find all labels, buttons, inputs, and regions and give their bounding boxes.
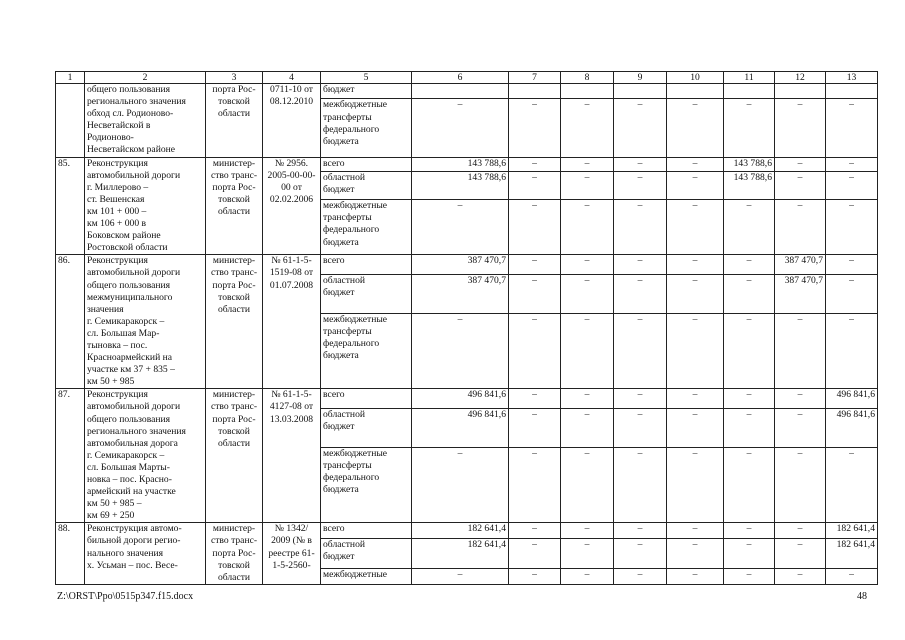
text-line: товской	[218, 425, 250, 437]
amount-cell	[561, 84, 614, 99]
amount-cell: –	[509, 313, 561, 389]
text-line: № 2956.	[274, 157, 309, 169]
amount-cell	[775, 84, 826, 99]
amount-cell: –	[667, 313, 724, 389]
text-line: общего пользования	[87, 84, 171, 95]
amount-cell: –	[561, 275, 614, 314]
amount-cell: –	[614, 99, 667, 157]
amount-cell: –	[509, 523, 561, 539]
table-row	[56, 255, 878, 275]
amount-cell: 143 788,6	[412, 157, 509, 172]
document-ref	[263, 389, 321, 523]
text-line: порта Рос-	[212, 84, 256, 95]
text-line: ство транс-	[210, 535, 258, 547]
text-line: х. Усьман – пос. Весе-	[87, 559, 178, 571]
amount-cell: –	[561, 99, 614, 157]
amount-cell: –	[667, 389, 724, 409]
funding-source	[321, 84, 412, 99]
text-line: № 61-1-5-	[271, 255, 312, 267]
text-line: трансферты	[323, 459, 372, 471]
text-line: автомобильной дороги	[87, 169, 181, 181]
column-header: 5	[321, 72, 412, 84]
amount-cell: –	[561, 172, 614, 200]
text-line: федерального	[323, 472, 380, 484]
funding-source	[321, 539, 412, 569]
amount-cell: –	[826, 200, 878, 255]
text-line: значения	[87, 303, 124, 315]
text-line: межбюджетные	[323, 99, 388, 111]
text-line: ство транс-	[210, 267, 258, 279]
object-name	[85, 84, 206, 158]
text-line: участке км 37 + 835 –	[87, 364, 175, 376]
text-line: товской	[218, 291, 250, 303]
amount-cell: –	[667, 569, 724, 585]
amount-cell: –	[509, 157, 561, 172]
amount-cell: –	[509, 99, 561, 157]
text-line: 08.12.2010	[269, 96, 314, 108]
text-line: новка – пос. Красно-	[87, 474, 172, 485]
amount-cell: 496 841,6	[412, 409, 509, 448]
text-line: бюджета	[323, 135, 359, 147]
table-row	[56, 84, 878, 99]
text-line: Родионово-	[87, 132, 134, 144]
text-line: реестре 61-	[268, 547, 315, 559]
amount-cell: –	[614, 157, 667, 172]
amount-cell: –	[775, 409, 826, 448]
text-line: области	[217, 303, 251, 315]
amount-cell: 387 470,7	[412, 275, 509, 314]
amount-cell: 496 841,6	[826, 389, 878, 409]
text-line: товской	[218, 96, 250, 108]
text-line: бильной дороги регио-	[87, 535, 181, 547]
text-line: км 50 + 985	[87, 376, 135, 388]
amount-cell: 182 641,4	[826, 539, 878, 569]
amount-cell: –	[826, 275, 878, 314]
text-line: межбюджетные	[323, 200, 388, 212]
amount-cell: 496 841,6	[412, 389, 509, 409]
amount-cell: –	[561, 569, 614, 585]
amount-cell: –	[509, 172, 561, 200]
amount-cell	[826, 84, 878, 99]
amount-cell: 143 788,6	[412, 172, 509, 200]
text-line: г. Миллерово –	[87, 181, 149, 193]
text-line: автомобильной дороги	[87, 267, 181, 279]
object-name	[85, 389, 206, 523]
text-line: бюджет	[323, 287, 355, 299]
amount-cell: –	[775, 389, 826, 409]
column-header: 11	[724, 72, 775, 84]
text-line: всего	[323, 255, 345, 267]
amount-cell: –	[509, 255, 561, 275]
amount-cell: –	[509, 200, 561, 255]
text-line: 00 от	[281, 181, 302, 193]
text-line: товской	[218, 193, 250, 205]
text-line: 2005-00-00-	[267, 169, 316, 181]
amount-cell: –	[724, 313, 775, 389]
object-name	[85, 255, 206, 389]
text-line: № 61-1-5-	[271, 389, 312, 401]
funding-source	[321, 172, 412, 200]
text-line: регионального значения	[87, 96, 186, 108]
amount-cell: 182 641,4	[826, 523, 878, 539]
text-line: межмуниципального	[87, 291, 173, 303]
responsible-org	[206, 255, 263, 389]
amount-cell: –	[614, 539, 667, 569]
funding-source	[321, 569, 412, 585]
amount-cell: –	[561, 389, 614, 409]
text-line: области	[217, 437, 251, 449]
text-line: г. Семикаракорск –	[87, 315, 165, 327]
column-header: 6	[412, 72, 509, 84]
amount-cell: –	[667, 157, 724, 172]
amount-cell: –	[667, 523, 724, 539]
amount-cell: –	[775, 99, 826, 157]
text-line: км 69 + 250	[87, 510, 135, 522]
object-name	[85, 523, 206, 584]
text-line: всего	[323, 157, 345, 169]
text-line: области	[217, 108, 251, 120]
text-line: нального значения	[87, 547, 164, 559]
text-line: федерального	[323, 123, 380, 135]
text-line: трансферты	[323, 325, 372, 337]
document-ref	[263, 84, 321, 158]
amount-cell: –	[724, 569, 775, 585]
amount-cell: –	[775, 569, 826, 585]
amount-cell: –	[614, 409, 667, 448]
text-line: Реконструкция	[87, 389, 148, 401]
text-line: сл. Большая Марты-	[87, 461, 170, 473]
amount-cell: –	[775, 172, 826, 200]
amount-cell: –	[667, 409, 724, 448]
amount-cell: –	[724, 255, 775, 275]
amount-cell: 182 641,4	[412, 539, 509, 569]
text-line: 0711-10 от	[270, 84, 313, 95]
text-line: сл. Большая Мар-	[87, 327, 160, 339]
text-line: армейский на участке	[87, 486, 176, 498]
amount-cell	[412, 84, 509, 99]
funding-source	[321, 275, 412, 314]
amount-cell: –	[724, 523, 775, 539]
amount-cell	[667, 84, 724, 99]
amount-cell: –	[412, 200, 509, 255]
amount-cell: 143 788,6	[724, 172, 775, 200]
amount-cell: –	[412, 569, 509, 585]
column-header: 9	[614, 72, 667, 84]
amount-cell: –	[775, 523, 826, 539]
amount-cell: –	[724, 447, 775, 523]
responsible-org	[206, 157, 263, 255]
amount-cell: –	[614, 313, 667, 389]
file-path: Z:\ORST\Ppo\0515p347.f15.docx	[57, 591, 194, 602]
text-line: порта Рос-	[212, 181, 256, 193]
funding-source	[321, 313, 412, 389]
text-line: тыновка – пос.	[87, 339, 148, 351]
amount-cell: –	[826, 99, 878, 157]
responsible-org	[206, 523, 263, 584]
text-line: Боковском районе	[87, 230, 161, 242]
column-header: 13	[826, 72, 878, 84]
text-line: км 50 + 985 –	[87, 498, 142, 510]
amount-cell: –	[561, 447, 614, 523]
amount-cell: –	[509, 389, 561, 409]
text-line: автомобильная дорога	[87, 437, 178, 449]
table-row	[56, 389, 878, 409]
text-line: области	[217, 571, 251, 583]
amount-cell: –	[667, 172, 724, 200]
text-line: межбюджетные	[323, 313, 388, 325]
text-line: 4127-08 от	[269, 401, 314, 413]
text-line: Красноармейский на	[87, 352, 172, 364]
text-line: бюджет	[323, 551, 355, 563]
text-line: всего	[323, 523, 345, 535]
row-number: 88.	[56, 523, 85, 584]
amount-cell: –	[775, 539, 826, 569]
text-line: областной	[323, 172, 366, 184]
text-line: ство транс-	[210, 169, 258, 181]
text-line: регионального значения	[87, 425, 186, 437]
amount-cell: –	[724, 275, 775, 314]
text-line: 01.07.2008	[269, 279, 314, 291]
document-ref	[263, 157, 321, 255]
text-line: 1-5-2560-	[272, 559, 311, 571]
amount-cell: 143 788,6	[724, 157, 775, 172]
text-line: областной	[323, 539, 366, 551]
text-line: 1519-08 от	[269, 267, 314, 279]
column-header: 10	[667, 72, 724, 84]
text-line: области	[217, 205, 251, 217]
table-row	[56, 523, 878, 539]
text-line: Несветайской в	[87, 120, 151, 132]
funding-source	[321, 255, 412, 275]
amount-cell: –	[667, 539, 724, 569]
amount-cell: –	[667, 255, 724, 275]
amount-cell: 182 641,4	[412, 523, 509, 539]
amount-cell: –	[561, 539, 614, 569]
amount-cell: –	[826, 313, 878, 389]
funding-source	[321, 200, 412, 255]
amount-cell: –	[724, 409, 775, 448]
responsible-org	[206, 389, 263, 523]
amount-cell: –	[509, 539, 561, 569]
row-number: 87.	[56, 389, 85, 523]
amount-cell: –	[667, 275, 724, 314]
text-line: автомобильной дороги	[87, 401, 181, 413]
amount-cell: –	[509, 275, 561, 314]
amount-cell: 387 470,7	[775, 255, 826, 275]
funding-source	[321, 389, 412, 409]
amount-cell: –	[724, 99, 775, 157]
text-line: Несветайском районе	[87, 144, 176, 156]
column-header: 8	[561, 72, 614, 84]
amount-cell: –	[614, 200, 667, 255]
column-header: 7	[509, 72, 561, 84]
text-line: общего пользования	[87, 279, 171, 291]
document-ref	[263, 255, 321, 389]
amount-cell: –	[775, 157, 826, 172]
column-header: 12	[775, 72, 826, 84]
text-line: № 1342/	[274, 523, 309, 535]
text-line: областной	[323, 409, 366, 421]
header-row	[56, 72, 878, 84]
amount-cell: –	[614, 569, 667, 585]
amount-cell: –	[561, 523, 614, 539]
text-line: 2009 (№ в	[271, 535, 312, 547]
column-header: 2	[85, 72, 206, 84]
funding-source	[321, 157, 412, 172]
funding-source	[321, 409, 412, 448]
text-line: бюджет	[323, 184, 355, 196]
amount-cell: –	[667, 447, 724, 523]
amount-cell: –	[561, 157, 614, 172]
text-line: км 101 + 000 –	[87, 205, 147, 217]
amount-cell: –	[614, 255, 667, 275]
amount-cell: –	[724, 389, 775, 409]
text-line: бюджета	[323, 350, 359, 362]
text-line: всего	[323, 389, 345, 401]
row-number: 85.	[56, 157, 85, 255]
text-line: министер-	[212, 389, 256, 401]
text-line: бюджет	[323, 84, 355, 95]
amount-cell	[724, 84, 775, 99]
funding-source	[321, 99, 412, 157]
text-line: бюджет	[323, 421, 355, 433]
amount-cell: –	[775, 313, 826, 389]
text-line: км 106 + 000 в	[87, 218, 147, 230]
text-line: ст. Вешенская	[87, 193, 145, 205]
amount-cell: –	[724, 539, 775, 569]
row-number	[56, 84, 85, 158]
text-line: общего пользования	[87, 413, 171, 425]
text-line: федерального	[323, 338, 380, 350]
amount-cell: –	[412, 313, 509, 389]
text-line: областной	[323, 275, 366, 287]
text-line: трансферты	[323, 111, 372, 123]
text-line: федерального	[323, 224, 380, 236]
amount-cell: –	[826, 172, 878, 200]
amount-cell: –	[412, 447, 509, 523]
document-ref	[263, 523, 321, 584]
text-line: министер-	[212, 255, 256, 267]
page-number: 48	[857, 591, 867, 602]
text-line: порта Рос-	[212, 413, 256, 425]
amount-cell: –	[412, 99, 509, 157]
table-row	[56, 157, 878, 172]
amount-cell: –	[724, 200, 775, 255]
amount-cell: –	[775, 447, 826, 523]
amount-cell: –	[614, 389, 667, 409]
text-line: порта Рос-	[212, 279, 256, 291]
text-line: бюджета	[323, 484, 359, 496]
amount-cell: –	[614, 275, 667, 314]
amount-cell: –	[614, 447, 667, 523]
amount-cell: 387 470,7	[775, 275, 826, 314]
amount-cell: –	[826, 255, 878, 275]
text-line: ство транс-	[210, 401, 258, 413]
text-line: Ростовской области	[87, 242, 168, 254]
text-line: 13.03.2008	[269, 413, 314, 425]
column-header: 1	[56, 72, 85, 84]
text-line: министер-	[212, 157, 256, 169]
amount-cell: –	[509, 569, 561, 585]
amount-cell: –	[561, 409, 614, 448]
amount-cell: –	[561, 255, 614, 275]
amount-cell: –	[561, 200, 614, 255]
text-line: обход сл. Родионово-	[87, 108, 174, 120]
column-header: 3	[206, 72, 263, 84]
text-line: Реконструкция	[87, 157, 148, 169]
text-line: Реконструкция	[87, 255, 148, 267]
amount-cell: 387 470,7	[412, 255, 509, 275]
text-line: межбюджетные	[323, 569, 388, 581]
funding-source	[321, 523, 412, 539]
amount-cell	[614, 84, 667, 99]
text-line: 02.02.2006	[269, 193, 314, 205]
text-line: бюджета	[323, 236, 359, 248]
amount-cell: –	[614, 172, 667, 200]
amount-cell: –	[614, 523, 667, 539]
amount-cell: –	[561, 313, 614, 389]
amount-cell: –	[509, 447, 561, 523]
text-line: г. Семикаракорск –	[87, 449, 165, 461]
responsible-org	[206, 84, 263, 158]
text-line: межбюджетные	[323, 447, 388, 459]
funding-source	[321, 447, 412, 523]
row-number: 86.	[56, 255, 85, 389]
amount-cell: –	[509, 409, 561, 448]
text-line: товской	[218, 559, 250, 571]
object-name	[85, 157, 206, 255]
amount-cell: –	[826, 569, 878, 585]
amount-cell: –	[775, 200, 826, 255]
column-header: 4	[263, 72, 321, 84]
amount-cell	[509, 84, 561, 99]
amount-cell: –	[826, 447, 878, 523]
text-line: порта Рос-	[212, 547, 256, 559]
amount-cell: –	[667, 200, 724, 255]
amount-cell: 496 841,6	[826, 409, 878, 448]
amount-cell: –	[667, 99, 724, 157]
text-line: трансферты	[323, 212, 372, 224]
text-line: Реконструкция автомо-	[87, 523, 182, 535]
text-line: министер-	[212, 523, 256, 535]
budget-table	[55, 71, 878, 585]
amount-cell: –	[826, 157, 878, 172]
